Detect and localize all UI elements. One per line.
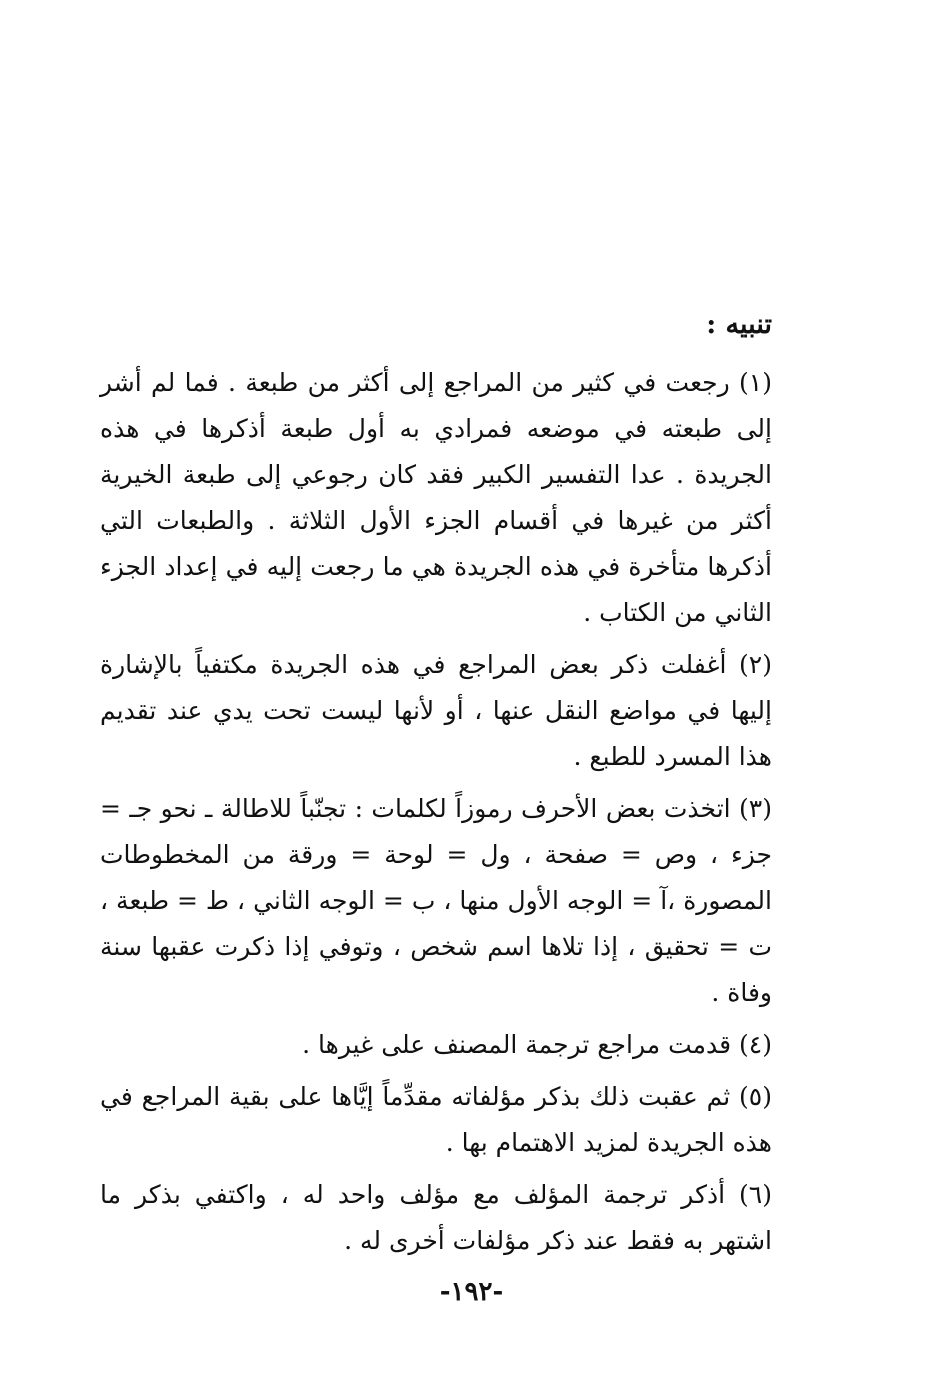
note-paragraph-5: (٥) ثم عقبت ذلك بذكر مؤلفاته مقدِّماً إيَّاها على بقية المراجع في هذه الجريدة لمزيد الاهتمام بها . xyxy=(100,1082,772,1157)
note-paragraph-6: (٦) أذكر ترجمة المؤلف مع مؤلف واحد له ، واكتفي بذكر ما اشتهر به فقط عند ذكر مؤلفات أخرى له . xyxy=(100,1180,772,1255)
note-paragraph-4: (٤) قدمت مراجع ترجمة المصنف على غيرها . xyxy=(302,1030,772,1059)
note-paragraph-1: (١) رجعت في كثير من المراجع إلى أكثر من طبعة . فما لم أشر إلى طبعته في موضعه فمرادي به أول طبعة أذكرها في هذه الجريدة . عدا التفسير الكبير فقد كان رجوعي إلى طبعة الخيرية أكثر من غيرها في أقسام الجزء الأول الثلاثة . والطبعات التي أذكرها متأخرة في هذه الجريدة هي ما رجعت إليه في إعداد الجزء الثاني من الكتاب . xyxy=(100,368,772,627)
page-number: -١٩٢- xyxy=(439,1277,504,1307)
section-heading: تنبيه : xyxy=(706,309,772,340)
notes-body xyxy=(100,360,772,1270)
note-paragraph-2: (٢) أغفلت ذكر بعض المراجع في هذه الجريدة مكتفياً بالإشارة إليها في مواضع النقل عنها ، أو لأنها ليست تحت يدي عند تقديم هذا المسرد للطبع . xyxy=(100,650,772,771)
note-paragraph-3: (٣) اتخذت بعض الأحرف رموزاً لكلمات : تجنّباً للاطالة ـ نحو جـ = جزء ، وص = صفحة ، ول = لوحة = ورقة من المخطوطات المصورة ،آ = الوجه الأول منها ، ب = الوجه الثاني ، ط = طبعة ، ت = تحقيق ، إذا تلاها اسم شخص ، وتوفي إذا ذكرت عقبها سنة وفاة . xyxy=(100,794,772,1007)
